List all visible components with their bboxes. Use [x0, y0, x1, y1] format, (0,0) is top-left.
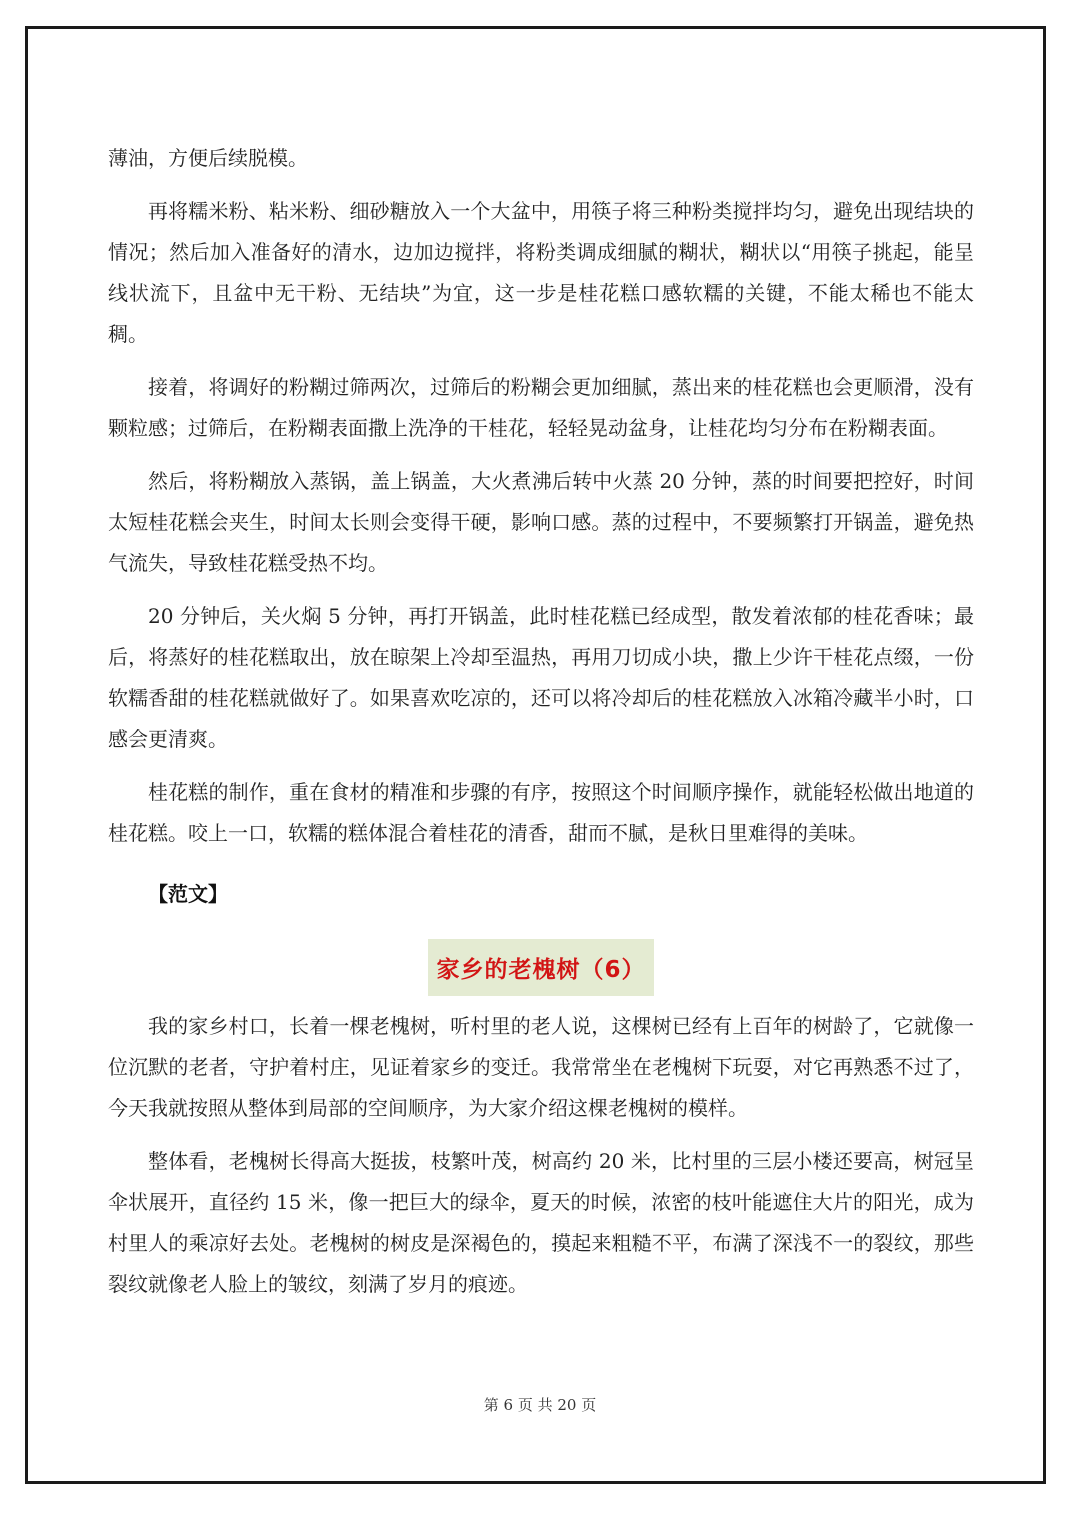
paragraph: 我的家乡村口，长着一棵老槐树，听村里的老人说，这棵树已经有上百年的树龄了，它就像一位沉默的老者，守护着村庄，见证着家乡的变迁。我常常坐在老槐树下玩耍，对它再熟悉不过了，今天我就按照从整体到局部的空间顺序，为大家介绍这棵老槐树的模样。 — [108, 1014, 974, 1120]
paragraph: 再将糯米粉、粘米粉、细砂糖放入一个大盆中，用筷子将三种粉类搅拌均匀，避免出现结块的情况；然后加入准备好的清水，边加边搅拌，将粉类调成细腻的糊状，糊状以“用筷子挑起，能呈线状流下，且盆中无干粉、无结块”为宜，这一步是桂花糕口感软糯的关键，不能太稀也不能太稠。 — [108, 199, 974, 346]
paragraph: 然后，将粉糊放入蒸锅，盖上锅盖，大火煮沸后转中火蒸 20 分钟，蒸的时间要把控好，时间太短桂花糕会夹生，时间太长则会变得干硬，影响口感。蒸的过程中，不要频繁打开锅盖，避免热气流失，导致桂花糕受热不均。 — [108, 469, 974, 575]
document-body — [108, 138, 974, 1317]
paragraph: 接着，将调好的粉糊过筛两次，过筛后的粉糊会更加细腻，蒸出来的桂花糕也会更顺滑，没有颗粒感；过筛后，在粉糊表面撒上洗净的干桂花，轻轻晃动盆身，让桂花均匀分布在粉糊表面。 — [108, 375, 974, 440]
essay-title-container — [108, 939, 974, 996]
paragraph: 薄油，方便后续脱模。 — [108, 146, 308, 170]
page-number-footer: 第 6 页 共 20 页 — [483, 1396, 597, 1414]
paragraph: 整体看，老槐树长得高大挺拔，枝繁叶茂，树高约 20 米，比村里的三层小楼还要高，树冠呈伞状展开，直径约 15 米，像一把巨大的绿伞，夏天的时候，浓密的枝叶能遮住大片的阳光，成为村里人的乘凉好去处。老槐树的树皮是深褐色的，摸起来粗糙不平，布满了深浅不一的裂纹，那些裂纹就像老人脸上的皱纹，刻满了岁月的痕迹。 — [108, 1149, 974, 1296]
paragraph: 桂花糕的制作，重在食材的精准和步骤的有序，按照这个时间顺序操作，就能轻松做出地道的桂花糕。咬上一口，软糯的糕体混合着桂花的清香，甜而不腻，是秋日里难得的美味。 — [108, 780, 974, 845]
paragraph: 20 分钟后，关火焖 5 分钟，再打开锅盖，此时桂花糕已经成型，散发着浓郁的桂花香味；最后，将蒸好的桂花糕取出，放在晾架上冷却至温热，再用刀切成小块，撒上少许干桂花点缀，一份软糯香甜的桂花糕就做好了。如果喜欢吃凉的，还可以将冷却后的桂花糕放入冰箱冷藏半小时，口感会更清爽。 — [108, 604, 974, 751]
section-label: 【范文】 — [148, 882, 228, 906]
essay-title: 家乡的老槐树（6） — [428, 939, 653, 996]
